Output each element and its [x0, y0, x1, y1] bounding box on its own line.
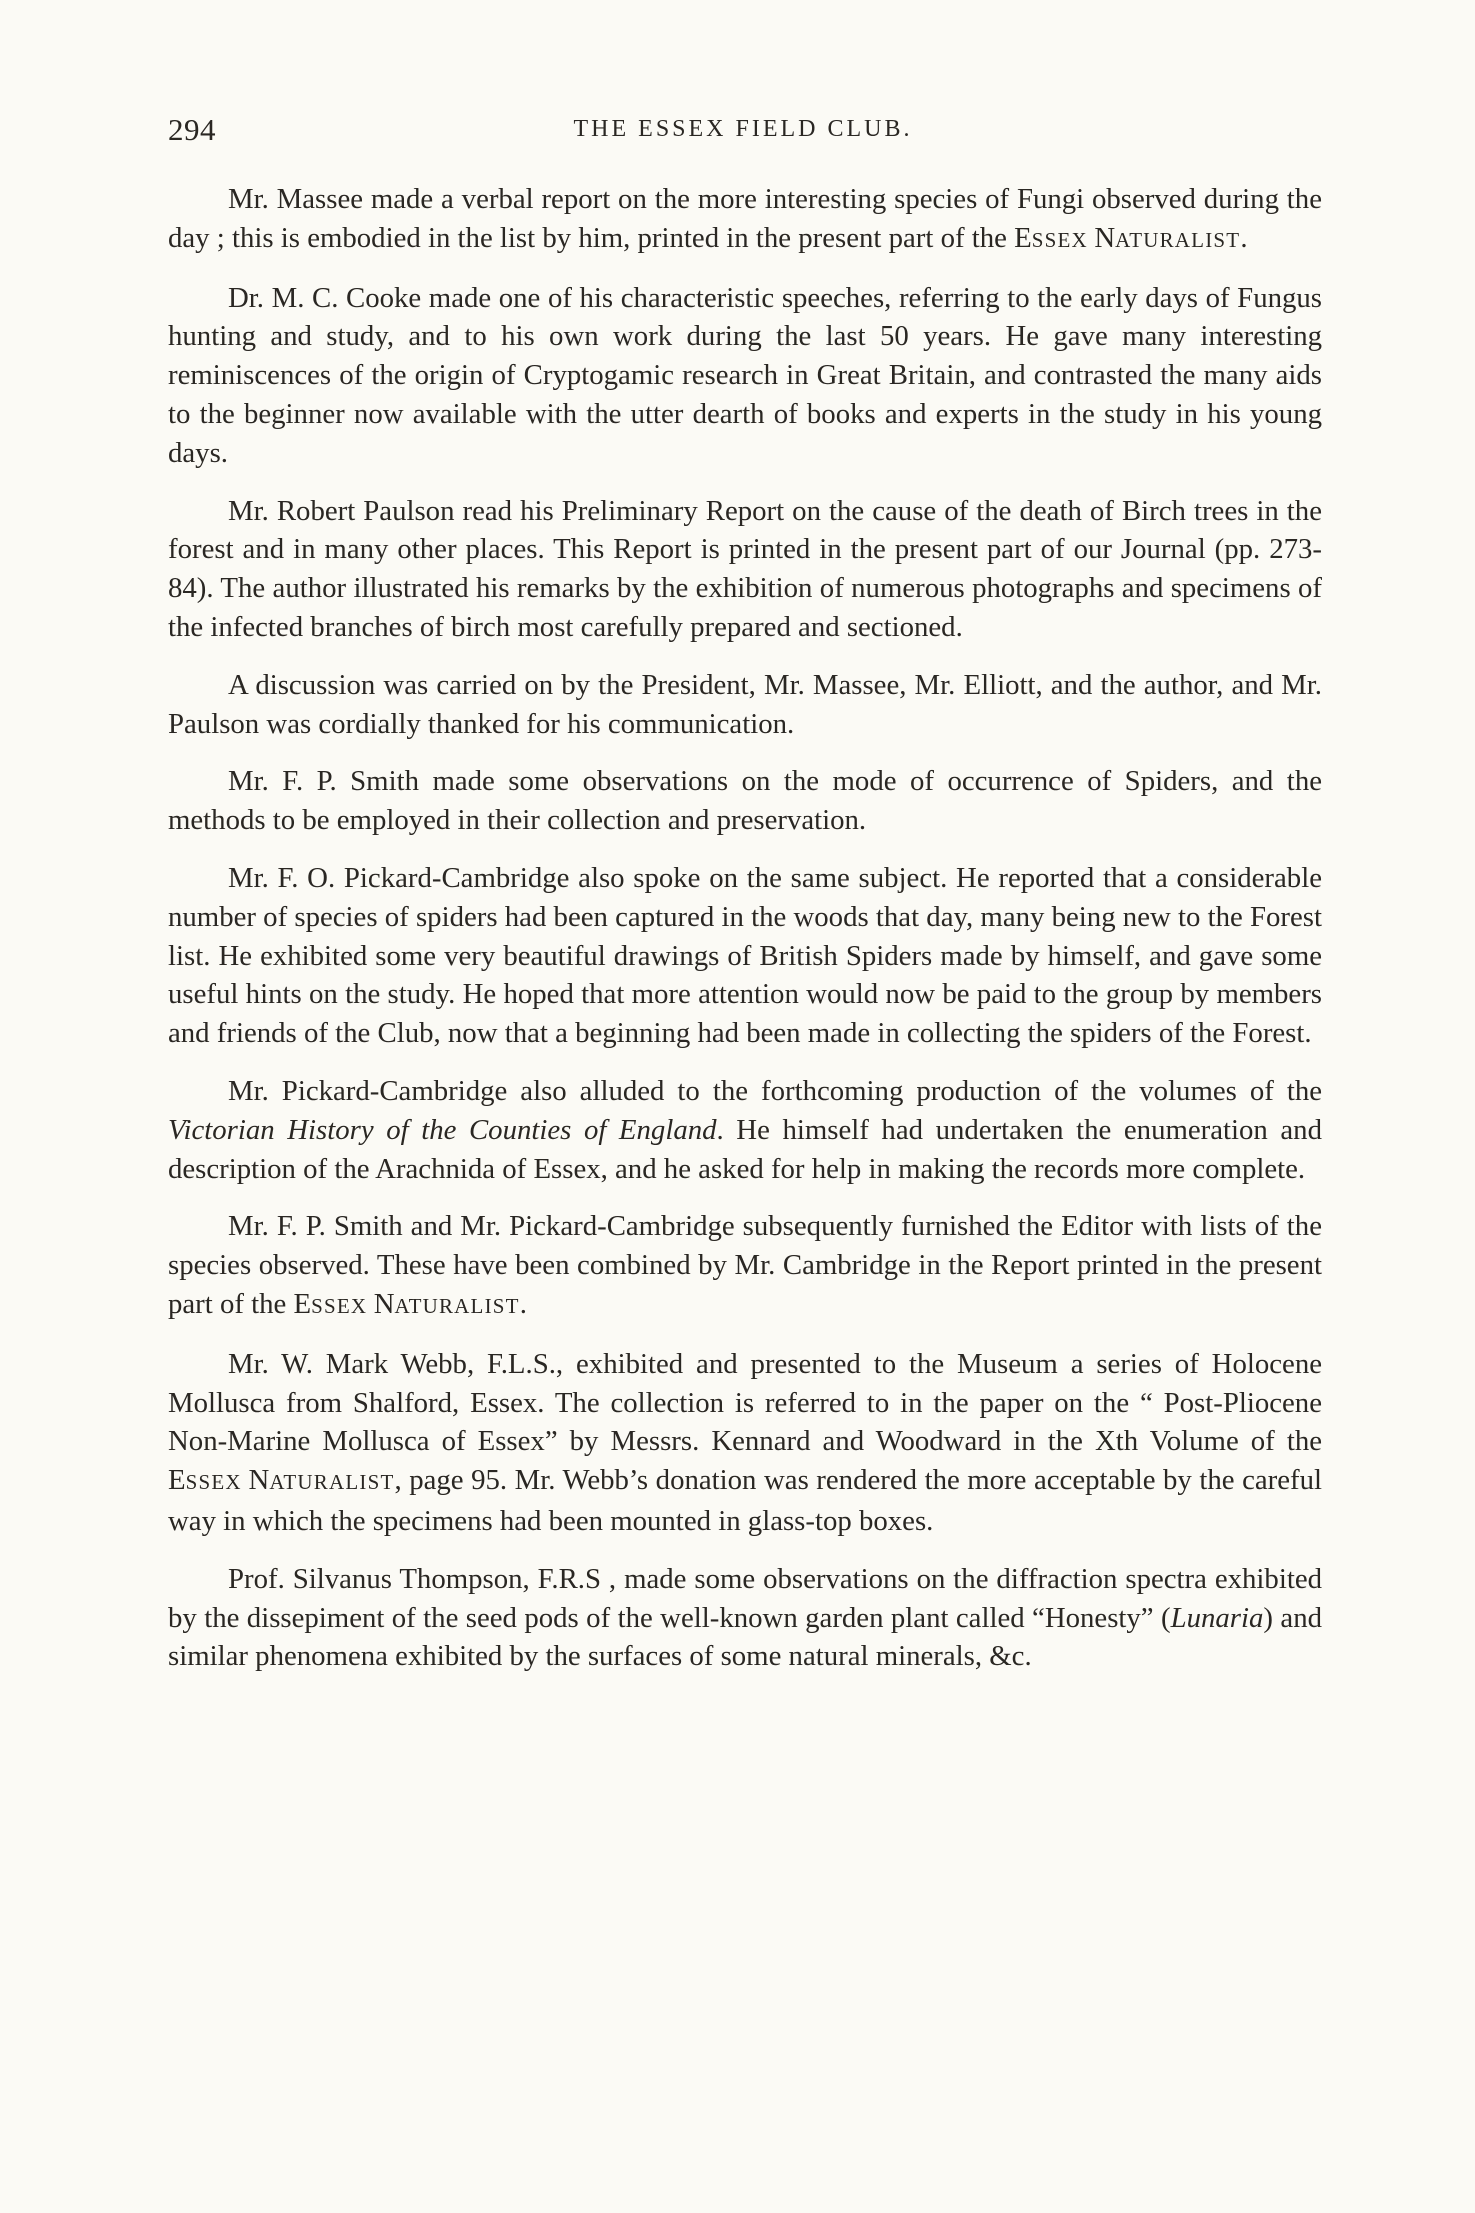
paragraph-text: Mr. W. Mark Webb, F.L.S., exhibited and presented to the Museum a series of Holocene Mollusca from Shalford, Essex. The collection is referred to in the paper on the “ Post-Pliocene Non-Marine Mollusca of Essex” by Messrs. Kennard and Woodward in the Xth Volume of the	[168, 1347, 1322, 1458]
paragraph-text: Mr. F. P. Smith and Mr. Pickard-Cambridge subsequently furnished the Editor with lists of the species observed. These have been combined by Mr. Cambridge in the Report printed in the present part of the	[168, 1210, 1322, 1320]
paragraph-text: . He himself had undertaken the enumeration and description of the Arachnida of Essex, and he asked for help in making the records more complete.	[168, 1113, 1322, 1185]
paragraph-text: A discussion was carried on by the President, Mr. Massee, Mr. Elliott, and the author, and Mr. Paulson was cordially thanked for his communication.	[168, 668, 1322, 740]
journal-name-small-caps: ESSEX NATURALIST	[1014, 221, 1241, 254]
paragraph-thompson-spectra	[168, 1560, 1322, 1676]
journal-name-small-caps: ESSEX NATURALIST	[168, 1464, 395, 1497]
running-title: THE ESSEX FIELD CLUB.	[573, 116, 913, 142]
paragraph-text: ) and similar phenomena exhibited by the surfaces of some natural minerals, &c.	[168, 1601, 1323, 1673]
journal-name-small-caps: ESSEX NATURALIST	[293, 1287, 520, 1320]
paragraph-text: .	[519, 1287, 527, 1320]
paragraph-massee-report	[168, 180, 1322, 260]
paragraph-text: Mr. F. P. Smith made some observations on the mode of occurrence of Spiders, and the methods to be employed in their collection and preservation.	[168, 765, 1322, 837]
paragraph-discussion	[168, 666, 1322, 744]
paragraph-species-lists	[168, 1207, 1322, 1325]
paragraph-text: .	[1240, 221, 1248, 254]
italic-latin-name: Lunaria	[1170, 1601, 1264, 1634]
paragraph-smith-spiders	[168, 762, 1322, 840]
paragraph-cooke-speech	[168, 279, 1322, 473]
paragraph-text: Mr. Pickard-Cambridge also alluded to the forthcoming production of the volumes of the	[228, 1074, 1322, 1107]
paragraph-paulson-report	[168, 492, 1322, 647]
paragraph-webb-mollusca	[168, 1345, 1322, 1541]
body-text	[168, 180, 1322, 1695]
paragraph-text: Dr. M. C. Cooke made one of his characteristic speeches, referring to the early days of Fungus hunting and study, and to his own work during the last 50 years. He gave many interesting reminiscences of the origin of Cryptogamic research in Great Britain, and contrasted the many aids to the beginner now available with the utter dearth of books and experts in the study in his young days.	[168, 281, 1322, 469]
italic-title: Victorian History of the Counties of England	[168, 1113, 717, 1146]
paragraph-victorian-history	[168, 1072, 1322, 1188]
paragraph-text: , page 95. Mr. Webb’s donation was rendered the more acceptable by the careful way in which the specimens had been mounted in glass-top boxes.	[168, 1464, 1322, 1537]
paragraph-text: Mr. F. O. Pickard-Cambridge also spoke on the same subject. He reported that a considerable number of species of spiders had been captured in the woods that day, many being new to the Forest list. He exhibited some very beautiful drawings of British Spiders made by himself, and gave some useful hints on the study. He hoped that more attention would now be paid to the group by members and friends of the Club, now that a beginning had been made in collecting the spiders of the Forest.	[168, 861, 1322, 1050]
paragraph-text: Mr. Massee made a verbal report on the more interesting species of Fungi observed during the day ; this is embodied in the list by him, printed in the present part of the	[168, 183, 1322, 254]
paragraph-text: Mr. Robert Paulson read his Preliminary Report on the cause of the death of Birch trees in the forest and in many other places. This Report is printed in the present part of our Journal (pp. 273-84). The author illustrated his remarks by the exhibition of numerous photographs and specimens of the infected branches of birch most carefully prepared and sectioned.	[168, 494, 1322, 643]
page-number: 294	[168, 112, 216, 147]
paragraph-text: Prof. Silvanus Thompson, F.R.S , made some observations on the diffraction spectra exhibited by the dissepiment of the seed pods of the well-known garden plant called “Honesty” (	[168, 1562, 1322, 1634]
paragraph-pickard-cambridge	[168, 859, 1322, 1053]
page-header	[168, 112, 1318, 152]
